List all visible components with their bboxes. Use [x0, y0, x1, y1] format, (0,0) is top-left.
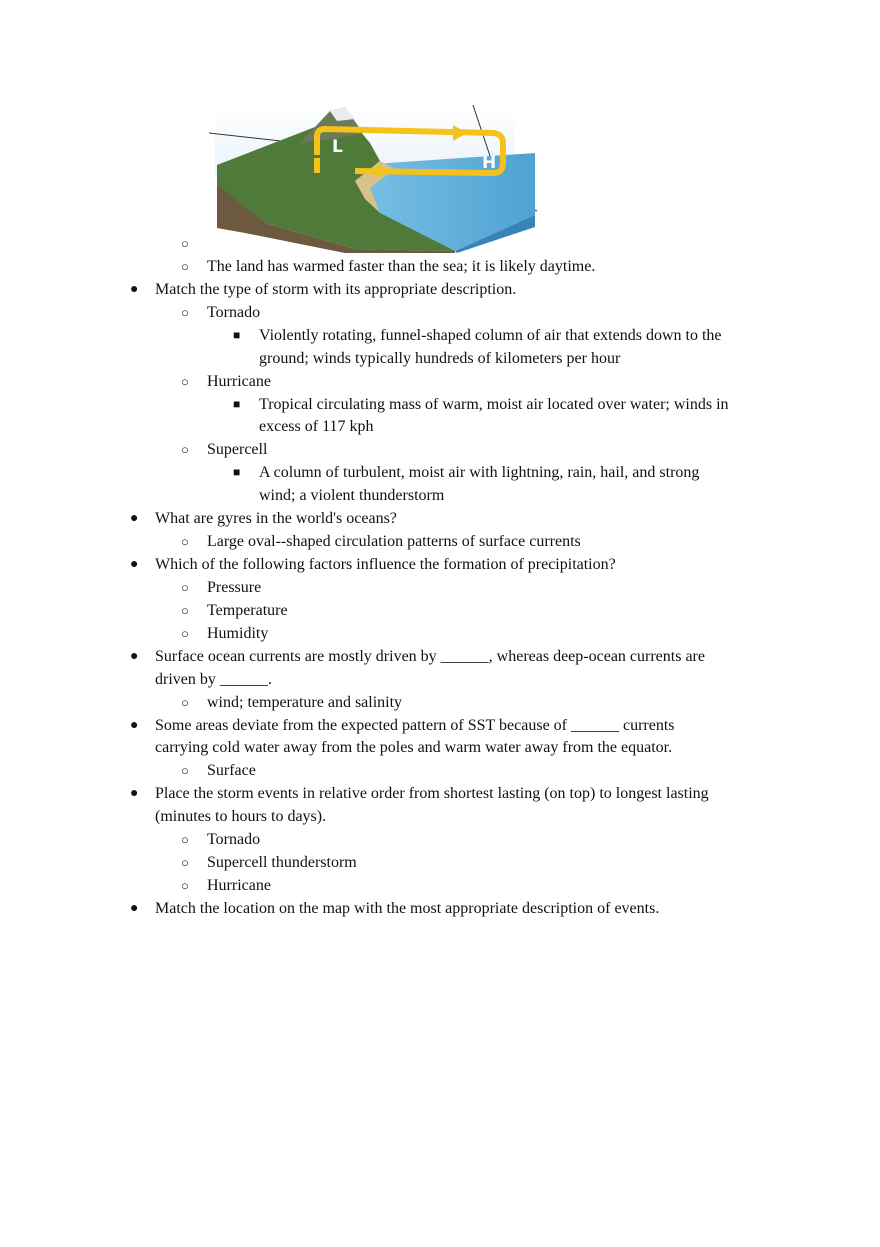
bullet-square: ■ — [233, 397, 241, 411]
list-item-text: Surface — [207, 762, 256, 779]
list-item — [0, 232, 880, 255]
bullet-circle: ○ — [181, 259, 189, 274]
list-item — [0, 599, 880, 622]
list-item — [0, 347, 880, 370]
list-item-text: Pressure — [207, 579, 262, 596]
list-item — [0, 324, 880, 347]
list-item — [0, 370, 880, 393]
bullet-disc: ● — [130, 557, 139, 572]
list-item-text: Supercell thunderstorm — [207, 854, 357, 871]
list-item-text: Tropical circulating mass of warm, moist air located over water; winds in — [259, 396, 729, 413]
bullet-circle: ○ — [181, 305, 189, 320]
sea-breeze-figure — [205, 103, 540, 253]
bullet-circle: ○ — [181, 695, 189, 710]
list-item — [0, 278, 880, 301]
list-item — [0, 691, 880, 714]
list-item — [0, 507, 880, 530]
list-item-text: Some areas deviate from the expected pattern of SST because of ______ currents — [155, 717, 675, 734]
list-item-text: A column of turbulent, moist air with lightning, rain, hail, and strong — [259, 464, 700, 481]
bullet-disc: ● — [130, 718, 139, 733]
list-item-text: wind; a violent thunderstorm — [259, 487, 445, 504]
low-pressure-label: L — [332, 137, 343, 157]
list-item — [0, 622, 880, 645]
list-item-text: Supercell — [207, 441, 268, 458]
list-item-text: Hurricane — [207, 373, 271, 390]
list-item-text: wind; temperature and salinity — [207, 694, 403, 711]
list-item-text: ground; winds typically hundreds of kilometers per hour — [259, 350, 621, 367]
list-item — [0, 461, 880, 484]
list-item — [0, 714, 880, 737]
bullet-circle: ○ — [181, 878, 189, 893]
bullet-circle: ○ — [181, 442, 189, 457]
list-item — [0, 576, 880, 599]
list-item — [0, 736, 880, 759]
bullet-circle: ○ — [181, 534, 189, 549]
list-item — [0, 255, 880, 278]
list-item-text: Temperature — [207, 602, 288, 619]
list-item — [0, 805, 880, 828]
list-item — [0, 897, 880, 920]
list-item — [0, 874, 880, 897]
bullet-circle: ○ — [181, 580, 189, 595]
bullet-disc: ● — [130, 282, 139, 297]
list-item — [0, 668, 880, 691]
bullet-circle: ○ — [181, 855, 189, 870]
list-item — [0, 415, 880, 438]
list-item-text: Humidity — [207, 625, 269, 642]
bullet-circle: ○ — [181, 603, 189, 618]
list-item — [0, 759, 880, 782]
bullet-circle: ○ — [181, 236, 189, 251]
list-item — [0, 393, 880, 416]
list-item — [0, 484, 880, 507]
list-item-text: Surface ocean currents are mostly driven by ______, whereas deep-ocean currents are — [155, 648, 705, 665]
bullet-square: ■ — [233, 465, 241, 479]
bullet-disc: ● — [130, 901, 139, 916]
bullet-circle: ○ — [181, 626, 189, 641]
list-item — [0, 828, 880, 851]
bullet-disc: ● — [130, 511, 139, 526]
high-pressure-label: H — [482, 153, 497, 173]
bullet-disc: ● — [130, 649, 139, 664]
bullet-disc: ● — [130, 786, 139, 801]
list-item — [0, 782, 880, 805]
bullet-circle: ○ — [181, 763, 189, 778]
list-item — [0, 530, 880, 553]
list-item — [0, 645, 880, 668]
list-item-text: Tornado — [207, 831, 261, 848]
list-item-text: Hurricane — [207, 877, 271, 894]
list-item-text: Tornado — [207, 304, 261, 321]
list-item-text: Which of the following factors influence the formation of precipitation? — [155, 556, 616, 573]
list-item-text: Match the type of storm with its appropriate description. — [155, 281, 517, 298]
list-item — [0, 851, 880, 874]
list-item-text: Large oval--shaped circulation patterns of surface currents — [207, 533, 581, 550]
sea-breeze-diagram — [205, 103, 540, 253]
list-item-text: Place the storm events in relative order from shortest lasting (on top) to longest lasting — [155, 785, 709, 802]
list-item-text: (minutes to hours to days). — [155, 808, 327, 825]
list-item — [0, 301, 880, 324]
list-item-text: Violently rotating, funnel-shaped column of air that extends down to the — [259, 327, 722, 344]
list-item — [0, 438, 880, 461]
list-item-text: driven by ______. — [155, 671, 272, 688]
bullet-square: ■ — [233, 328, 241, 342]
list-item-text: excess of 117 kph — [259, 418, 374, 435]
list-item — [0, 553, 880, 576]
list-item-text: carrying cold water away from the poles and warm water away from the equator. — [155, 739, 673, 756]
list-item-text: What are gyres in the world's oceans? — [155, 510, 397, 527]
list-item-text: Match the location on the map with the most appropriate description of events. — [155, 900, 660, 917]
bullet-circle: ○ — [181, 832, 189, 847]
bullet-circle: ○ — [181, 374, 189, 389]
list-item-text: The land has warmed faster than the sea; it is likely daytime. — [207, 258, 596, 275]
